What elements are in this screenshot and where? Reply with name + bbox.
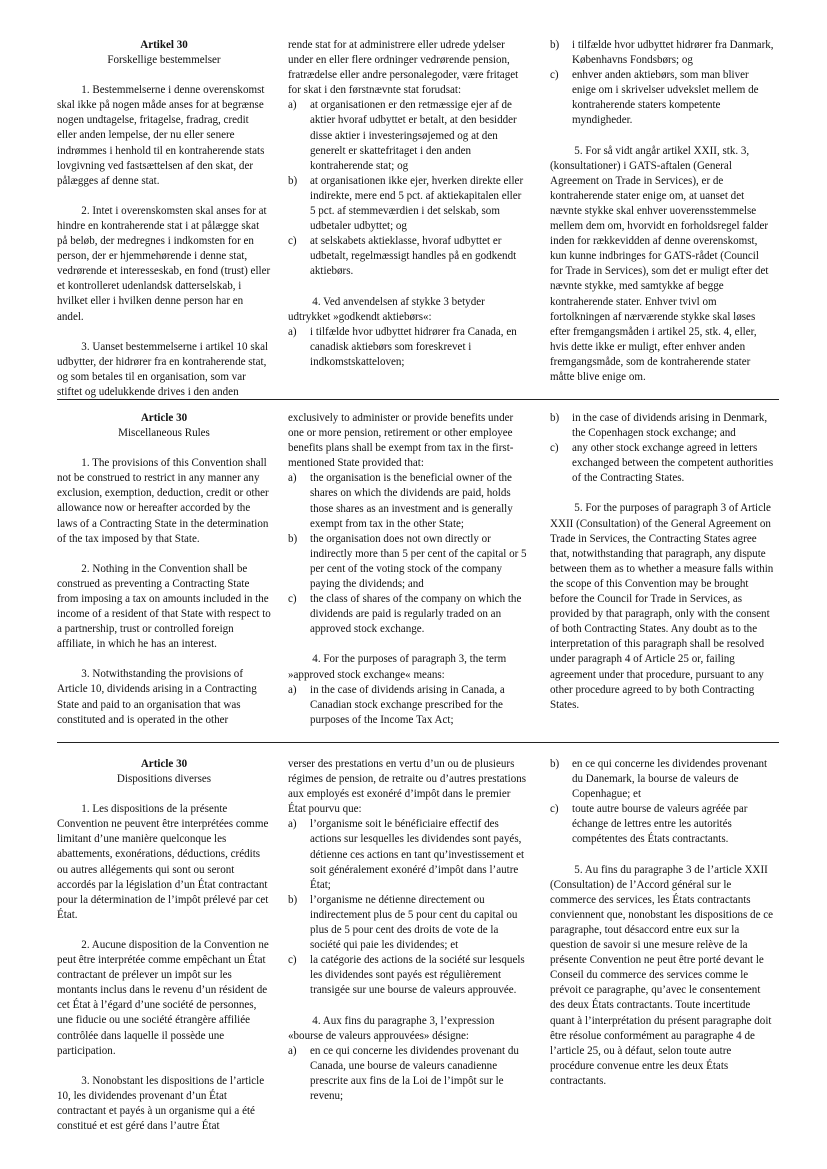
french-list-item-3a: a) l’organisme soit le bénéficiaire effectif des actions sur lesquelles les dividendes sont payés, détienne ces actions en tant qu’investissement et soit généralement exonéré d’impôt dans l’autre État; <box>288 818 525 891</box>
french-heading: Article 30 <box>140 758 188 770</box>
danish-heading: Artikel 30 <box>140 39 188 51</box>
french-paragraph-3-intro: 3. Nonobstant les dispositions de l’article 10, les dividendes provenant d’un État contractant et payés à un organisme qui a été constitué et est géré dans l’autre État <box>57 1074 265 1132</box>
english-heading-block <box>57 411 271 441</box>
english-list-item-4c: c) any other stock exchange agreed in letters exchanged between the competent authorities of the Contracting States. <box>550 442 774 485</box>
english-paragraph-2: 2. Nothing in the Convention shall be construed as preventing a Contracting State from imposing a tax on amounts included in the income of a resident of that State with respect to a partnership, trust or controlled foreign affiliate, in which he has an interest. <box>57 562 271 651</box>
english-column-3 <box>550 411 774 713</box>
french-subheading: Dispositions diverses <box>116 773 212 786</box>
french-paragraph-1: 1. Les dispositions de la présente Convention ne peuvent être interprétées comme limitant d’une manière quelconque les abattements, exonérations, déductions, crédits ou autres allégements qui sont ou seront accordés par la législation d’un État contractant pour la détermination de l’impôt prélevé par cet État. <box>57 803 269 921</box>
english-section <box>0 411 827 726</box>
danish-paragraph-2: 2. Intet i overenskomsten skal anses for at hindre en kontraherende stat i at pålægge skat på beløb, der medregnes i indkomsten for en person, der er hjemmehørende i denne stat, vedrørende et interesseskab, en fond (trust) eller et kontrolleret udenlandsk datterselskab, i hvilket eller i hvilken denne person har en andel. <box>57 204 271 323</box>
english-paragraph-5: 5. For the purposes of paragraph 3 of Article XXII (Consultation) of the General Agreement on Trade in Services, the Contracting States agree that, notwithstanding that paragraph, any dispute between them as to whether a measure falls within the scope of this Convention may be brought before the Council for Trade in Services, as provided by that paragraph, only with the consent of both Contracting States. Any doubt as to the interpretation of this paragraph shall be resolved under paragraph 4 of Article 25 or, failing agreement under that procedure, pursuant to any other procedure agreed to by both Contracting States. <box>550 502 774 711</box>
divider-1 <box>57 399 779 400</box>
french-list-item-4c: c) toute autre bourse de valeurs agréée par échange de lettres entre les autorités compétentes des États contractants. <box>550 803 748 846</box>
english-list-item-3b: b) the organisation does not own directly or indirectly more than 5 per cent of the capital or 5 per cent of the voting stock of the company paying the dividends; and <box>288 532 527 591</box>
english-paragraph-1: 1. The provisions of this Convention shall not be construed to restrict in any manner any exclusion, exemption, deduction, credit or other allowance now or hereafter accorded by the laws of a Contracting State in the determination of the tax imposed by that State. <box>57 457 269 545</box>
english-list-item-4b: b) in the case of dividends arising in Denmark, the Copenhagen stock exchange; and <box>550 412 768 440</box>
french-section <box>0 757 827 1157</box>
english-subheading: Miscellaneous Rules <box>118 427 210 440</box>
danish-paragraph-3-intro: 3. Uanset bestemmelserne i artikel 10 skal udbytter, der hidrører fra en kontraherende stat, og som betales til en organisation, som var stiftet og udelukkende drives i den anden <box>57 340 269 398</box>
english-list-item-3a: a) the organisation is the beneficial owner of the shares on which the dividends are paid, holds those shares as an investment and is generally exempt from tax in the other State; <box>288 472 513 530</box>
english-column-2 <box>288 411 528 728</box>
danish-list-item-3b: b) at organisationen ikke ejer, hverken direkte eller indirekte, mere end 5 pct. af aktiekapitalen eller 5 pct. af stemmeværdien i det selskab, som udbetaler udbyttet; og <box>288 174 524 233</box>
danish-column-3 <box>550 38 774 385</box>
danish-list-item-4b: b) i tilfælde hvor udbyttet hidrører fra Danmark, Københavns Fondsbørs; og <box>550 39 774 67</box>
french-heading-block <box>57 757 271 787</box>
danish-list-item-4c: c) enhver anden aktiebørs, som man bliver enige om i skrivelser udvekslet mellem de kontraherende staters kompetente myndigheder. <box>550 69 759 127</box>
french-column-3 <box>550 757 774 1089</box>
danish-list-item-3c: c) at selskabets aktieklasse, hvoraf udbyttet er udbetalt, regelmæssigt handles på en godkendt aktiebørs. <box>288 235 517 278</box>
danish-subheading: Forskellige bestemmelser <box>107 54 221 67</box>
english-paragraph-3-continued: exclusively to administer or provide benefits under one or more pension, retirement or other employee benefits plans shall be exempt from tax in the first-mentioned State provided that: <box>288 412 514 470</box>
danish-paragraph-4: 4. Ved anvendelsen af stykke 3 betyder udtrykket »godkendt aktiebørs«: <box>288 295 485 323</box>
english-list-item-3c: c) the class of shares of the company on which the dividends are paid is regularly traded on an approved stock exchange. <box>288 593 522 636</box>
french-paragraph-5: 5. Au fins du paragraphe 3 de l’article XXII (Consultation) de l’Accord général sur le commerce des services, les États contractants conviennent que, nonobstant les dispositions de ce paragraphe, tout désaccord entre eux sur la question de savoir si une mesure relève de la présente Convention ne peut être porté devant le Conseil du commerce des services comme le prévoit ce paragraphe, qu’avec le consentement des deux États contractants. Toute incertitude quant à l’interprétation du présent paragraphe doit être résolue conformément au paragraphe 4 de l’article 25, ou à défaut, selon toute autre procédure convenue entre les deux États contractants. <box>550 863 774 1087</box>
french-paragraph-3-continued: verser des prestations en vertu d’un ou de plusieurs régimes de pension, de retraite ou d’autres prestations aux employés est exonéré d’impôt dans le premier État pourvu que: <box>288 758 527 816</box>
english-list-item-4a: a) in the case of dividends arising in Canada, a Canadian stock exchange prescribed for the purposes of the Income Tax Act; <box>288 683 505 726</box>
french-list-item-4a: a) en ce qui concerne les dividendes provenant du Canada, une bourse de valeurs canadienne prescrite aux fins de la Loi de l’impôt sur le revenu; <box>288 1044 519 1102</box>
french-column-1 <box>57 757 271 1134</box>
danish-heading-block <box>57 38 271 68</box>
danish-paragraph-3-continued: rende stat for at administrere eller udrede ydelser under en eller flere ordninger vedrørende pension, fratrædelse eller andre personalegoder, være fritaget for skat i den førstnævnte stat forudsat: <box>288 39 519 97</box>
english-column-1 <box>57 411 271 727</box>
english-heading: Article 30 <box>140 412 188 424</box>
french-paragraph-2: 2. Aucune disposition de la Convention ne peut être interprétée comme empêchant un État contractant de prélever un impôt sur les montants inclus dans le revenu d’un résident de cet État à l’égard d’une société de personnes, une fiducie ou une société étrangère affiliée contrôlée dans laquelle il possède une participation. <box>57 938 269 1057</box>
danish-list-item-4a: a) i tilfælde hvor udbyttet hidrører fra Canada, en canadisk aktiebørs som foreskrevet i indkomstskatteloven; <box>288 325 517 368</box>
danish-column-2 <box>288 38 528 370</box>
french-paragraph-4: 4. Aux fins du paragraphe 3, l’expression «bourse de valeurs approuvées» désigne: <box>288 1014 495 1042</box>
french-list-item-4b: b) en ce qui concerne les dividendes provenant du Danemark, la bourse de valeurs de Copenhague; et <box>550 758 768 801</box>
french-column-2 <box>288 757 528 1104</box>
english-paragraph-3-intro: 3. Notwithstanding the provisions of Article 10, dividends arising in a Contracting State and paid to an organisation that was constituted and is operated in the other <box>57 668 257 726</box>
danish-list-item-3a: a) at organisationen er den retmæssige ejer af de aktier hvoraf udbyttet er betalt, at den besidder disse aktier i investeringsøjemed og at den generelt er skattefritaget i den anden kontraherende stat; og <box>288 99 517 172</box>
english-paragraph-4: 4. For the purposes of paragraph 3, the term »approved stock exchange« means: <box>288 653 507 681</box>
danish-paragraph-5: 5. For så vidt angår artikel XXII, stk. 3, (konsultationer) i GATS-aftalen (General Agreement on Trade in Services), er de kontraherende stater enige om, at uanset det nævnte stykke skal enhver uoverensstemmelse mellem dem om, hvorvidt en forholdsregel falder inden for rækkevidden af denne overenskomst, kun kunne indbringes for GATS-rådet (Council for Trade in Services), som det er muligt efter det nævnte stykke, med samtykke af begge kontraherende stater. Enhver tvivl om fortolkningen af nærværende stykke skal løses efter fremgangsmåden i artikel 25, stk. 4, eller, hvis dette ikke er muligt, efter enhver anden fremgangsmåde, som de kontraherende stater måtte blive enige om. <box>550 144 769 383</box>
divider-2 <box>57 742 779 743</box>
danish-section <box>0 38 827 398</box>
danish-paragraph-1: 1. Bestemmelserne i denne overenskomst skal ikke på nogen måde anses for at begrænse nogen undtagelse, fritagelse, fradrag, credit eller anden lempelse, der nu eller senere indrømmes i henhold til en kontraherende stats lovgivning ved fastsættelsen af den skat, der pålægges af denne stat. <box>57 84 265 187</box>
danish-column-1 <box>57 38 271 400</box>
french-list-item-3b: b) l’organisme ne détienne directement ou indirectement plus de 5 pour cent du capital ou plus de 5 pour cent des droits de vote de la société qui paie les dividendes; et <box>288 893 518 952</box>
french-list-item-3c: c) la catégorie des actions de la société sur lesquels les dividendes sont payés est régulièrement transigée sur une bourse de valeurs approuvée. <box>288 954 525 997</box>
